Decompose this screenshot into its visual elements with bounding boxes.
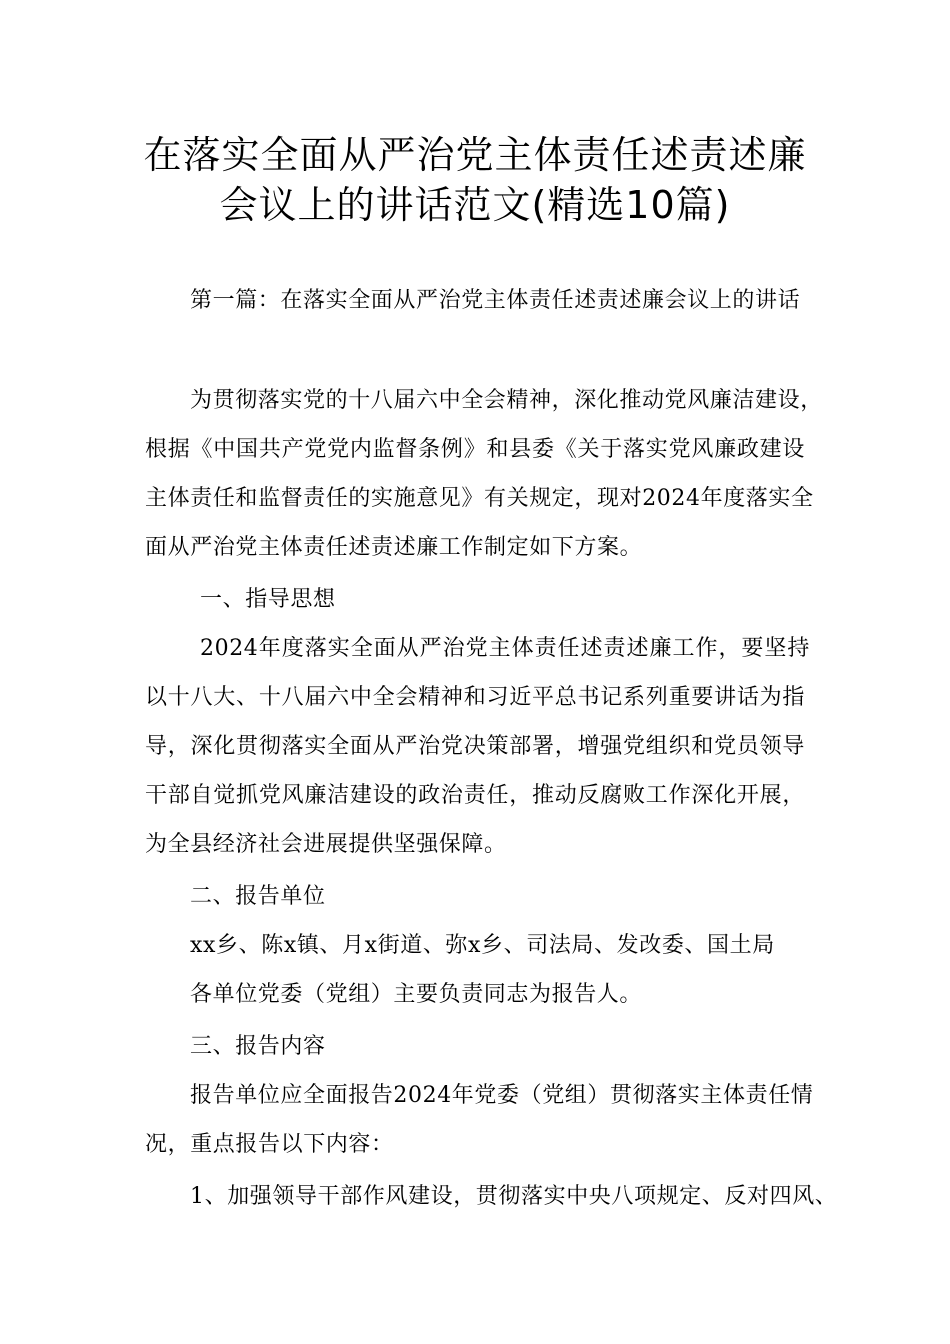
- section-3-heading: 三、报告内容: [190, 1034, 326, 1059]
- section-1-line-4: 干部自觉抓党风廉洁建设的政治责任，推动反腐败工作深化开展，: [145, 783, 805, 808]
- document-title-line-1: 在落实全面从严治党主体责任述责述廉: [143, 133, 807, 177]
- section-1-line-2: 以十八大、十八届六中全会精神和习近平总书记系列重要讲话为指: [145, 685, 805, 710]
- section-2-units: xx乡、陈x镇、月x街道、弥x乡、司法局、发改委、国土局: [190, 933, 775, 958]
- intro-line-2: 根据《中国共产党党内监督条例》和县委《关于落实党风廉政建设: [145, 437, 805, 462]
- section-1-line-5: 为全县经济社会进展提供坚强保障。: [145, 832, 507, 857]
- subtitle: 第一篇：在落实全面从严治党主体责任述责述廉会议上的讲话: [190, 288, 801, 313]
- section-1-line-1: 2024年度落实全面从严治党主体责任述责述廉工作，要坚持: [200, 636, 810, 661]
- section-1-line-3: 导，深化贯彻落实全面从严治党决策部署，增强党组织和党员领导: [145, 734, 805, 759]
- section-2-heading: 二、报告单位: [190, 884, 326, 909]
- intro-line-4: 面从严治党主体责任述责述廉工作制定如下方案。: [145, 535, 643, 560]
- section-1-heading: 一、指导思想: [200, 587, 336, 612]
- list-item-1: 1、加强领导干部作风建设，贯彻落实中央八项规定、反对四风、: [190, 1184, 838, 1209]
- intro-line-1: 为贯彻落实党的十八届六中全会精神，深化推动党风廉洁建设，: [190, 388, 823, 413]
- intro-line-3: 主体责任和监督责任的实施意见》有关规定，现对2024年度落实全: [145, 486, 814, 511]
- section-3-line-2: 况，重点报告以下内容：: [145, 1132, 394, 1157]
- section-3-line-1: 报告单位应全面报告2024年党委（党组）贯彻落实主体责任情: [190, 1083, 814, 1108]
- document-title-line-2: 会议上的讲话范文(精选10篇): [219, 183, 731, 227]
- section-2-reporters: 各单位党委（党组）主要负责同志为报告人。: [190, 982, 643, 1007]
